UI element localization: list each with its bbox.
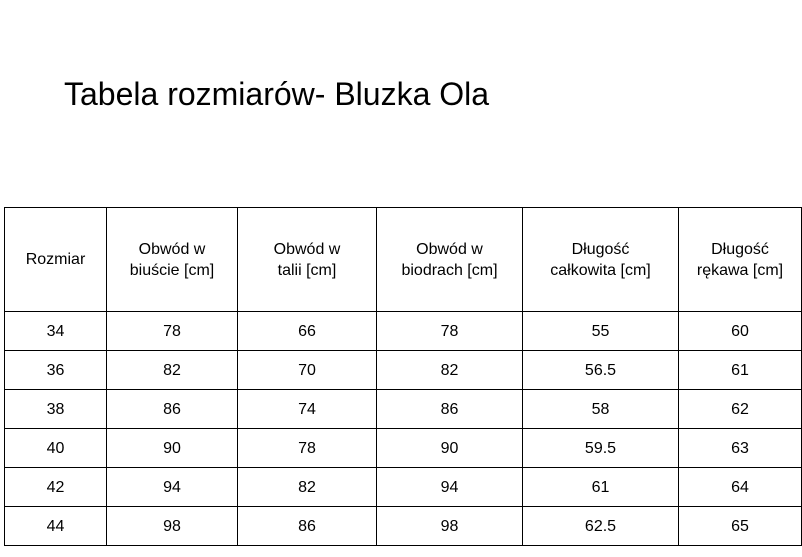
cell-sleeve-length: 64 [679, 468, 802, 507]
cell-total-length: 55 [523, 312, 679, 351]
cell-bust: 78 [107, 312, 238, 351]
cell-waist: 66 [238, 312, 377, 351]
cell-bust: 90 [107, 429, 238, 468]
cell-hips: 82 [377, 351, 523, 390]
cell-hips: 86 [377, 390, 523, 429]
cell-hips: 78 [377, 312, 523, 351]
cell-hips: 94 [377, 468, 523, 507]
cell-sleeve-length: 62 [679, 390, 802, 429]
cell-bust: 82 [107, 351, 238, 390]
cell-sleeve-length: 63 [679, 429, 802, 468]
cell-waist: 78 [238, 429, 377, 468]
column-header-total-length [523, 208, 679, 312]
column-header-sleeve-length [679, 208, 802, 312]
cell-total-length: 56.5 [523, 351, 679, 390]
cell-waist: 82 [238, 468, 377, 507]
header-label-unit: biuście [cm] [129, 261, 215, 279]
table-header-row [5, 208, 802, 312]
cell-waist: 86 [238, 507, 377, 546]
cell-sleeve-length: 61 [679, 351, 802, 390]
cell-size: 44 [5, 507, 107, 546]
header-label: Rozmiar [25, 251, 86, 268]
page-title: Tabela rozmiarów- Bluzka Ola [64, 76, 490, 112]
cell-size: 38 [5, 390, 107, 429]
column-header-hips [377, 208, 523, 312]
cell-waist: 70 [238, 351, 377, 390]
table-row [5, 351, 802, 390]
header-label-unit: biodrach [cm] [401, 261, 498, 279]
header-label: Obwód w [273, 240, 341, 258]
cell-total-length: 58 [523, 390, 679, 429]
column-header-size [5, 208, 107, 312]
header-label: Obwód w [416, 240, 483, 258]
cell-bust: 94 [107, 468, 238, 507]
column-header-bust [107, 208, 238, 312]
table-row [5, 390, 802, 429]
table-row [5, 429, 802, 468]
cell-sleeve-length: 65 [679, 507, 802, 546]
cell-size: 34 [5, 312, 107, 351]
cell-hips: 98 [377, 507, 523, 546]
cell-size: 42 [5, 468, 107, 507]
header-label: Obwód w [138, 240, 206, 258]
table-row [5, 507, 802, 546]
cell-bust: 98 [107, 507, 238, 546]
cell-sleeve-length: 60 [679, 312, 802, 351]
column-header-waist [238, 208, 377, 312]
header-label: Długość [711, 240, 769, 258]
cell-bust: 86 [107, 390, 238, 429]
cell-total-length: 61 [523, 468, 679, 507]
header-label: Długość [571, 240, 630, 258]
header-label-unit: całkowita [cm] [550, 261, 651, 279]
size-chart-table [4, 207, 802, 546]
header-label-unit: talii [cm] [277, 261, 337, 279]
cell-size: 40 [5, 429, 107, 468]
cell-waist: 74 [238, 390, 377, 429]
cell-hips: 90 [377, 429, 523, 468]
cell-total-length: 59.5 [523, 429, 679, 468]
table-row [5, 312, 802, 351]
cell-size: 36 [5, 351, 107, 390]
cell-total-length: 62.5 [523, 507, 679, 546]
header-label-unit: rękawa [cm] [696, 261, 784, 279]
table-row [5, 468, 802, 507]
